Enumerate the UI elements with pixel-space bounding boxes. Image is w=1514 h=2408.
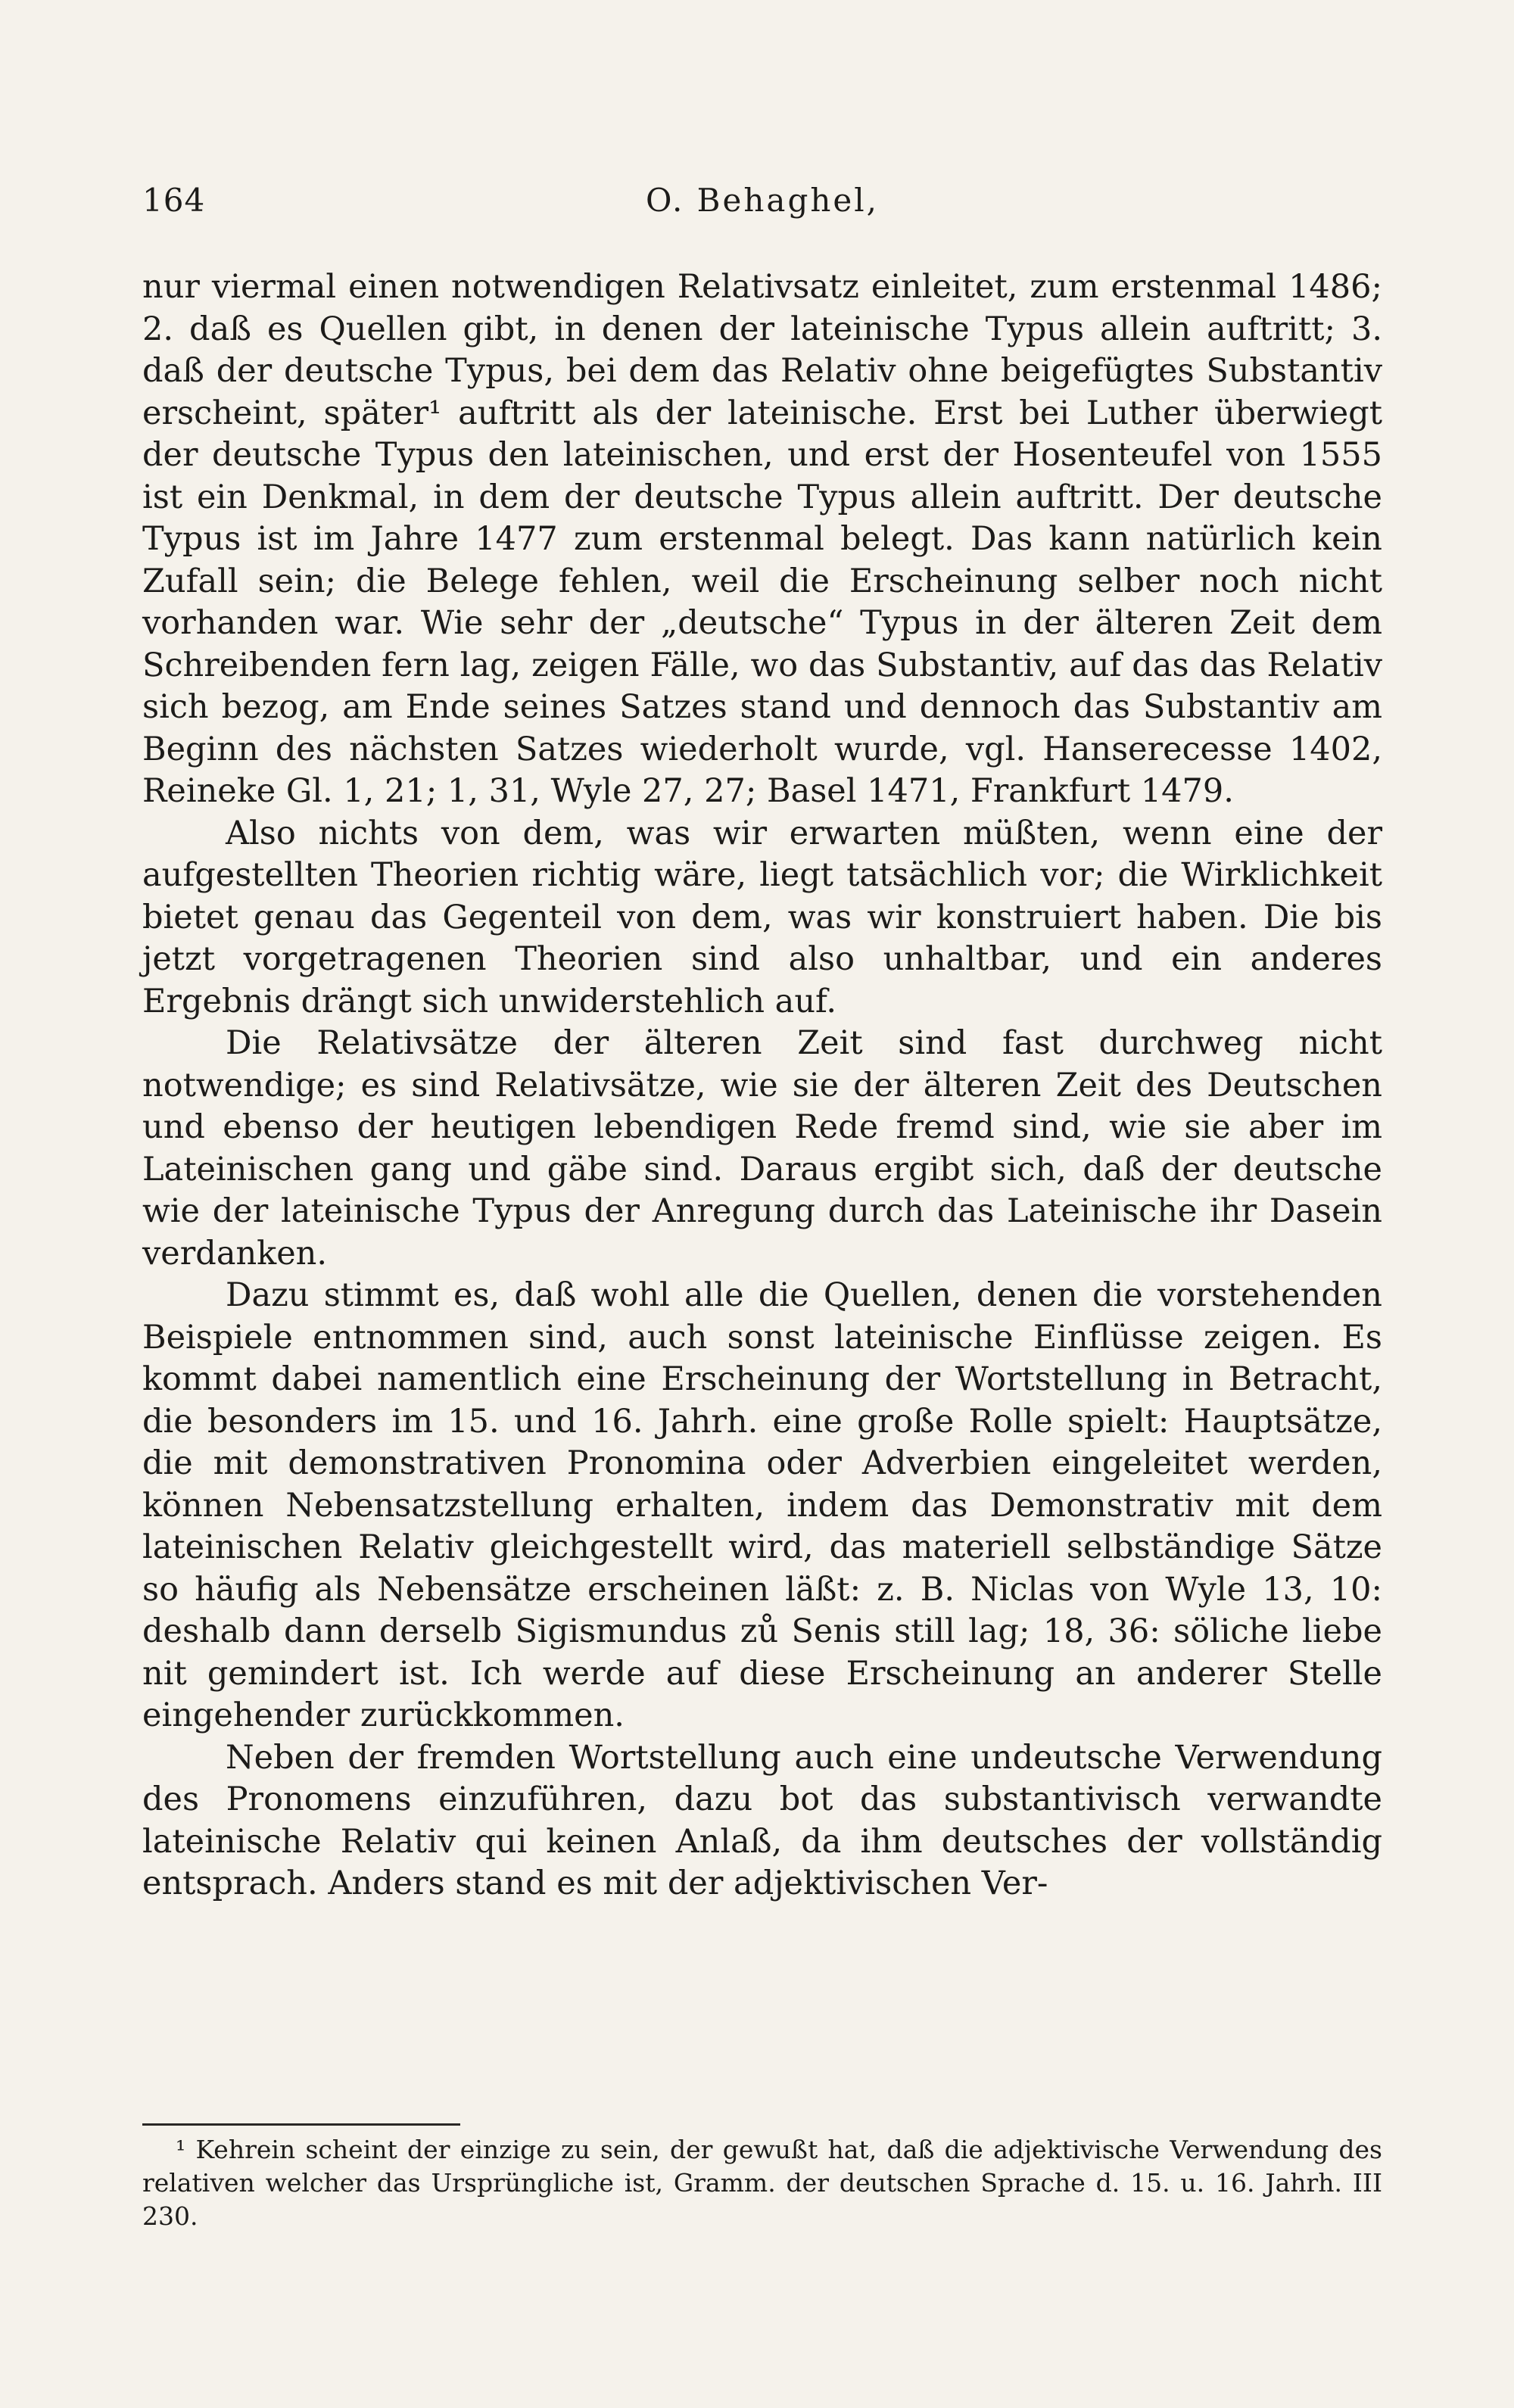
footnote: ¹ Kehrein scheint der einzige zu sein, der gewußt hat, daß die adjektivische Verwendung des relativen welcher das Ursprüngliche ist, Gramm. der deutschen Sprache d. 15. u. 16. Jahrh. III 230. (142, 2135, 1382, 2231)
footnote-divider (142, 2123, 460, 2126)
paragraph: nur viermal einen notwendigen Relativsatz einleitet, zum erstenmal 1486; 2. daß es Quellen gibt, in denen der lateinische Typus allein auftritt; 3. daß der deutsche Typus, bei dem das Relativ ohne beigefügtes Substantiv erscheint, später¹ auftritt als der lateinische. Erst bei Luther überwiegt der deutsche Typus den lateinischen, und erst der Hosenteufel von 1555 ist ein Denkmal, in dem der deutsche Typus allein auftritt. Der deutsche Typus ist im Jahre 1477 zum erstenmal belegt. Das kann natürlich kein Zufall sein; die Belege fehlen, weil die Erscheinung selber noch nicht vorhanden war. Wie sehr der „deutsche“ Typus in der älteren Zeit dem Schreibenden fern lag, zeigen Fälle, wo das Substantiv, auf das das Relativ sich bezog, am Ende seines Satzes stand und dennoch das Substantiv am Beginn des nächsten Satzes wiederholt wurde, vgl. Hanserecesse 1402, Reineke Gl. 1, 21; 1, 31, Wyle 27, 27; Basel 1471, Frankfurt 1479. (142, 268, 1382, 810)
page-header (142, 182, 1382, 235)
paragraph: Die Relativsätze der älteren Zeit sind fast durchweg nicht notwendige; es sind Relativsätze, wie sie der älteren Zeit des Deutschen und ebenso der heutigen lebendigen Rede fremd sind, wie sie aber im Lateinischen gang und gäbe sind. Daraus ergibt sich, daß der deutsche wie der lateinische Typus der Anregung durch das Lateinische ihr Dasein verdanken. (142, 1024, 1382, 1273)
paragraph: Also nichts von dem, was wir erwarten müßten, wenn eine der aufgestellten Theorien richtig wäre, liegt tatsächlich vor; die Wirklichkeit bietet genau das Gegenteil von dem, was wir konstruiert haben. Die bis jetzt vorgetragenen Theorien sind also unhaltbar, und ein anderes Ergebnis drängt sich unwiderstehlich auf. (142, 814, 1382, 1020)
paragraph: Neben der fremden Wortstellung auch eine undeutsche Verwendung des Pronomens einzuführen, dazu bot das substantivisch verwandte lateinische Relativ qui keinen Anlaß, da ihm deutsches der vollständig entsprach. Anders stand es mit der adjektivischen Ver- (142, 1738, 1382, 1902)
page-number: 164 (142, 182, 206, 219)
paragraph: Dazu stimmt es, daß wohl alle die Quellen, denen die vorstehenden Beispiele entnommen sind, auch sonst lateinische Einflüsse zeigen. Es kommt dabei namentlich eine Erscheinung der Wortstellung in Betracht, die besonders im 15. und 16. Jahrh. eine große Rolle spielt: Hauptsätze, die mit demonstrativen Pronomina oder Adverbien eingeleitet werden, können Nebensatzstellung erhalten, indem das Demonstrativ mit dem lateinischen Relativ gleichgestellt wird, das materiell selbständige Sätze so häufig als Nebensätze erscheinen läßt: z. B. Niclas von Wyle 13, 10: deshalb dann derselb Sigismundus zů Senis still lag; 18, 36: söliche liebe nit gemindert ist. Ich werde auf diese Erscheinung an anderer Stelle eingehender zurückkommen. (142, 1276, 1382, 1734)
body-text (142, 266, 1382, 1905)
running-head: O. Behaghel, (645, 182, 880, 219)
